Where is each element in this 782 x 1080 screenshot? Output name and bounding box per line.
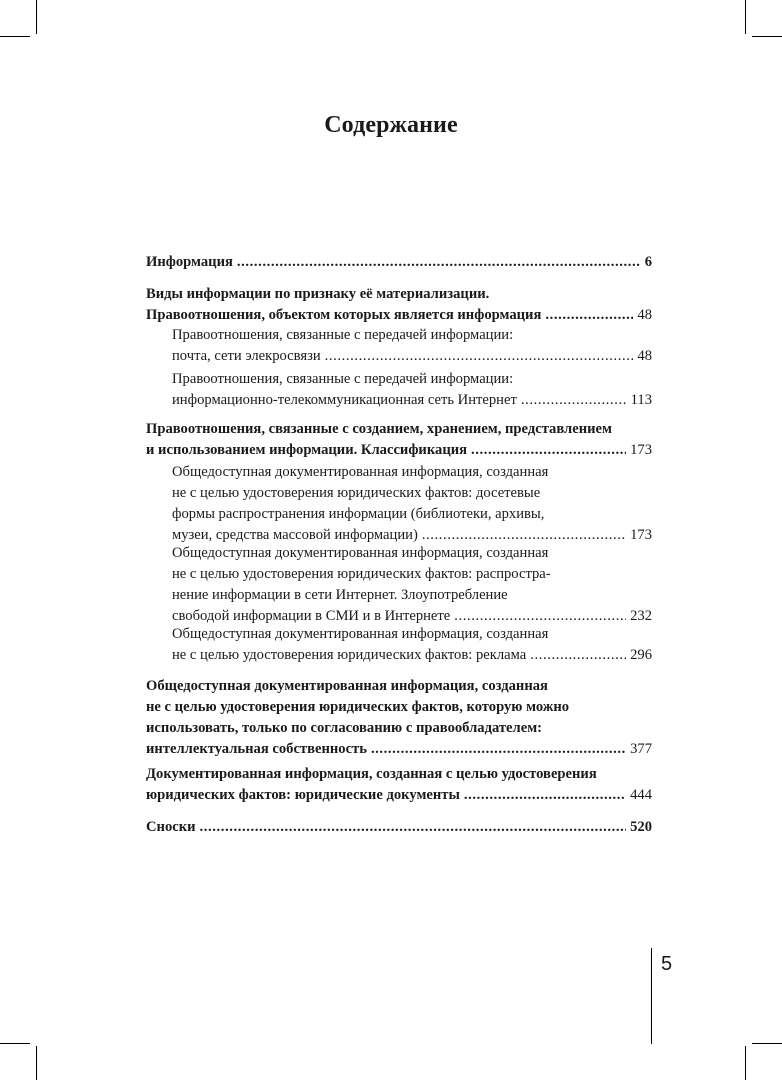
toc-page-number: 296 <box>630 647 652 663</box>
toc-entry[interactable] <box>146 284 652 326</box>
toc-entry-text: Общедоступная документированная информация, созданная <box>172 626 549 642</box>
leader-dots <box>530 645 626 666</box>
toc-subentry[interactable] <box>146 369 652 411</box>
toc-entry-text: Информация <box>146 254 233 270</box>
toc-entry-text: Общедоступная документированная информация, созданная <box>172 464 549 480</box>
toc-subentry[interactable] <box>146 624 652 666</box>
toc-page-number: 6 <box>644 254 652 270</box>
toc-entry-text: Документированная информация, созданная с целью удостоверения <box>146 766 597 782</box>
toc-subentry[interactable] <box>146 462 652 546</box>
toc-entry[interactable] <box>146 419 652 461</box>
crop-mark <box>745 0 746 34</box>
toc-page-number: 232 <box>630 608 652 624</box>
toc-entry-text: Общедоступная документированная информация, созданная <box>146 678 548 694</box>
toc-page-number: 520 <box>630 819 652 835</box>
crop-mark <box>745 1046 746 1080</box>
toc-page-number: 444 <box>630 787 652 803</box>
leader-dots <box>200 817 627 838</box>
toc-entry-text: музеи, средства массовой информации) <box>172 527 418 543</box>
toc-page-number: 377 <box>630 741 652 757</box>
leader-dots <box>545 305 633 326</box>
toc-entry-text: свободой информации в СМИ и в Интернете <box>172 608 451 624</box>
leader-dots <box>471 440 626 461</box>
toc-entry-text: Правоотношения, связанные с созданием, хранением, представлением <box>146 421 612 437</box>
toc-entry-text: использовать, только по согласованию с правообладателем: <box>146 720 543 736</box>
leader-dots <box>237 252 641 273</box>
toc-entry-text: почта, сети элекросвязи <box>172 348 321 364</box>
leader-dots <box>371 739 626 760</box>
page-number-rule <box>651 948 652 1044</box>
toc-entry-text: юридических фактов: юридические документы <box>146 787 460 803</box>
toc-entry[interactable] <box>146 676 652 760</box>
toc-entry-text: интеллектуальная собственность <box>146 741 367 757</box>
toc-entry-text: Правоотношения, объектом которых является информация <box>146 307 542 323</box>
page-number: 5 <box>661 953 673 975</box>
crop-mark <box>0 1043 30 1044</box>
crop-mark <box>36 0 37 34</box>
toc-entry-text: Общедоступная документированная информация, созданная <box>172 545 549 561</box>
toc-entry-text: и использованием информации. Классификация <box>146 442 468 458</box>
toc-entry[interactable] <box>146 817 652 838</box>
toc-entry-text: нение информации в сети Интернет. Злоупотребление <box>172 587 508 603</box>
toc-entry-text: Сноски <box>146 819 196 835</box>
toc-subentry[interactable] <box>146 543 652 627</box>
crop-mark <box>36 1046 37 1080</box>
toc-entry-text: Правоотношения, связанные с передачей информации: <box>172 327 514 343</box>
toc-entry[interactable] <box>146 764 652 806</box>
toc-page-number: 173 <box>630 527 652 543</box>
toc-entry-text: информационно-телекоммуникационная сеть Интернет <box>172 392 517 408</box>
toc-entry[interactable] <box>146 252 652 273</box>
toc-entry-text: Правоотношения, связанные с передачей информации: <box>172 371 514 387</box>
toc-entry-text: Виды информации по признаку её материализации. <box>146 286 490 302</box>
page-title: Содержание <box>324 112 458 138</box>
toc-page-number: 113 <box>630 392 652 408</box>
crop-mark <box>752 36 782 37</box>
leader-dots <box>325 346 634 367</box>
toc-page-number: 48 <box>637 307 652 323</box>
toc-subentry[interactable] <box>146 325 652 367</box>
toc-entry-text: не с целью удостоверения юридических фактов: реклама <box>172 647 527 663</box>
leader-dots <box>521 390 627 411</box>
toc-entry-text: не с целью удостоверения юридических фактов: досетевые <box>172 485 541 501</box>
toc-page-number: 173 <box>630 442 652 458</box>
crop-mark <box>752 1043 782 1044</box>
toc-entry-text: не с целью удостоверения юридических фактов, которую можно <box>146 699 570 715</box>
toc-page-number: 48 <box>637 348 652 364</box>
crop-mark <box>0 36 30 37</box>
toc-entry-text: формы распространения информации (библиотеки, архивы, <box>172 506 545 522</box>
toc-entry-text: не с целью удостоверения юридических фактов: распростра- <box>172 566 551 582</box>
leader-dots <box>464 785 626 806</box>
